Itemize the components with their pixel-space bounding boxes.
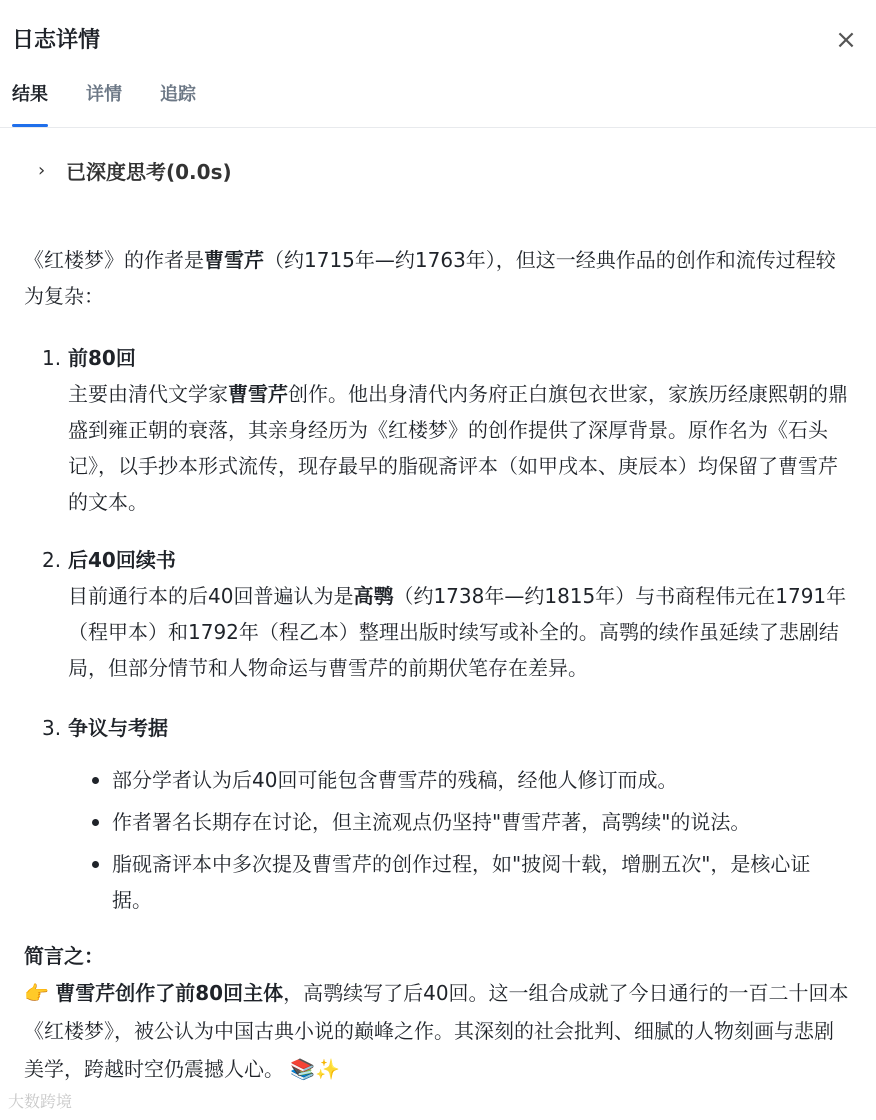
list-item-body <box>68 376 848 520</box>
tab-result[interactable]: 结果 <box>12 78 48 127</box>
list-item-title: 争议与考据 <box>68 716 168 740</box>
summary-bold: 曹雪芹创作了前80回主体 <box>55 981 284 1005</box>
list-item-title: 后40回续书 <box>68 548 176 572</box>
bold-segment: 高鹗 <box>353 584 394 608</box>
text-segment: 创作。他出身清代内务府正白旗包衣世家，家族历经康熙朝的鼎盛到雍正朝的衰落，其亲身经历为《红楼梦》的创作提供了深厚背景。原作名为《石头记》，以手抄本形式流传，现存最早的脂砚斋评本（如甲戌本、庚辰本）均保留了曹雪芹的文本。 <box>68 382 848 514</box>
books-sparkles-icon: 📚✨ <box>290 1057 341 1081</box>
summary-text: ，高鹗续写了后40回。这一组合成就了今日通行的一百二十回本《红楼梦》，被公认为中国古典小说的巅峰之作。其深刻的社会批判、细腻的人物刻画与悲剧美学，跨越时空仍震撼人心。 <box>24 981 849 1081</box>
summary-heading: 简言之： <box>24 944 104 968</box>
bullet-item: 脂砚斋评本中多次提及曹雪芹的创作过程，如"披阅十载，增删五次"，是核心证据。 <box>90 846 840 918</box>
pointing-hand-icon: 👉 <box>24 981 49 1005</box>
bullet-list <box>90 762 840 924</box>
bold-segment: 曹雪芹 <box>228 382 288 406</box>
chevron-right-icon: › <box>38 159 46 181</box>
list-item-title: 前80回 <box>68 346 136 370</box>
watermark: 大数跨境 <box>8 1092 73 1111</box>
thinking-label: 已深度思考(0.0s) <box>66 159 232 184</box>
page-title: 日志详情 <box>12 28 101 53</box>
text-segment: 目前通行本的后40回普遍认为是 <box>68 584 354 608</box>
tab-trace[interactable]: 追踪 <box>160 84 196 105</box>
tab-bar <box>0 78 876 128</box>
summary-paragraph <box>24 974 850 1088</box>
list-item-2 <box>42 542 847 686</box>
list-item-1 <box>42 340 848 520</box>
thinking-toggle[interactable] <box>38 155 232 185</box>
text-segment: （约1738年—约1815年）与书商程伟元在1791年（程甲本）和1792年（程乙本）整理出版时续写或补全的。高鹗的续作虽延续了悲剧结局，但部分情节和人物命运与曹雪芹的前期伏笔存在差异。 <box>68 584 847 680</box>
list-number: 1. <box>42 346 62 370</box>
close-icon[interactable]: × <box>835 25 857 55</box>
intro-author: 曹雪芹 <box>204 248 264 272</box>
list-item-body <box>68 578 848 686</box>
intro-text-2: （约1715年—约1763年），但这一经典作品的创作和流传过程较为复杂： <box>24 248 836 308</box>
tab-details[interactable]: 详情 <box>86 84 122 105</box>
list-number: 2. <box>42 548 62 572</box>
header <box>0 0 876 80</box>
text-segment: 主要由清代文学家 <box>68 382 228 406</box>
intro-paragraph <box>24 242 844 314</box>
list-item-3 <box>42 710 842 746</box>
bullet-item: 作者署名长期存在讨论，但主流观点仍坚持"曹雪芹著，高鹗续"的说法。 <box>90 804 840 840</box>
list-number: 3. <box>42 716 62 740</box>
bullet-item: 部分学者认为后40回可能包含曹雪芹的残稿，经他人修订而成。 <box>90 762 840 798</box>
intro-text-1: 《红楼梦》的作者是 <box>24 248 204 272</box>
